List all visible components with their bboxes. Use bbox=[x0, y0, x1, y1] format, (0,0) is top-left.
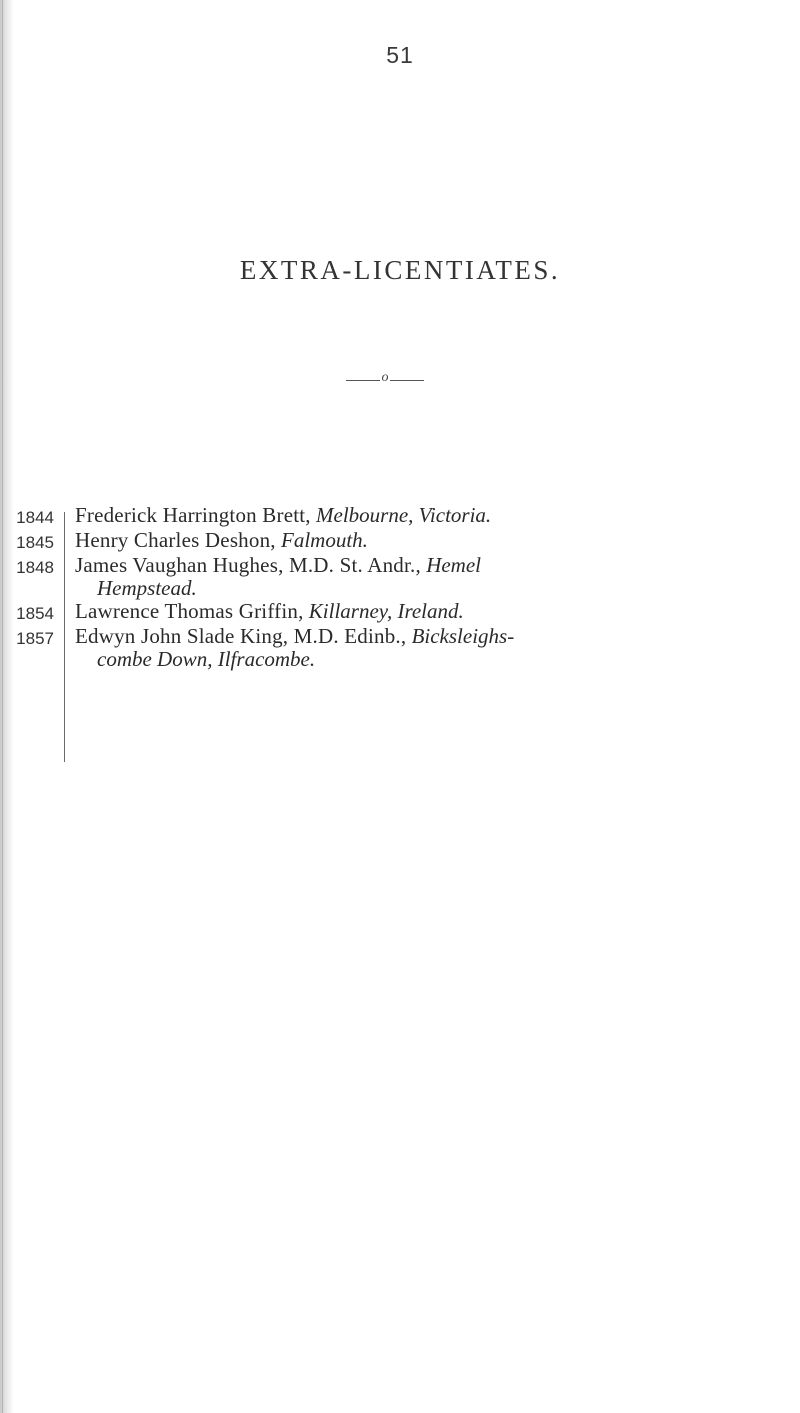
list-item bbox=[0, 504, 800, 529]
list-item bbox=[0, 529, 800, 554]
entry-text bbox=[75, 529, 755, 552]
ornament-rule-left bbox=[346, 380, 380, 381]
list-item bbox=[0, 600, 800, 625]
entry-place-continuation: combe Down, Ilfracombe. bbox=[97, 647, 316, 671]
entry-year: 1857 bbox=[16, 629, 54, 648]
list-item bbox=[0, 625, 800, 671]
list-item bbox=[0, 554, 800, 600]
entry-name: Lawrence Thomas Griffin, bbox=[75, 599, 304, 623]
page-gutter-edge bbox=[2, 0, 3, 1413]
entry-year: 1845 bbox=[16, 533, 54, 552]
entry-year: 1844 bbox=[16, 508, 54, 527]
entry-place: Falmouth. bbox=[281, 528, 368, 552]
heading-ornament bbox=[346, 372, 426, 388]
entry-year: 1848 bbox=[16, 558, 54, 577]
entry-place: Killarney, Ireland. bbox=[308, 599, 464, 623]
entry-place-continuation: Hempstead. bbox=[97, 576, 197, 600]
entry-name: Edwyn John Slade King, M.D. Edinb., bbox=[75, 624, 407, 648]
entry-place: Bicksleighs- bbox=[411, 624, 515, 648]
entry-name: Frederick Harrington Brett, bbox=[75, 503, 311, 527]
entry-text bbox=[75, 504, 755, 527]
entry-name: James Vaughan Hughes, M.D. St. Andr., bbox=[75, 553, 421, 577]
entry-place: Hemel bbox=[426, 553, 481, 577]
entry-year: 1854 bbox=[16, 604, 54, 623]
ornament-rule-right bbox=[390, 380, 424, 381]
entry-name: Henry Charles Deshon, bbox=[75, 528, 276, 552]
entry-text bbox=[75, 554, 755, 600]
entry-text bbox=[75, 625, 755, 671]
entry-text bbox=[75, 600, 755, 623]
entry-place: Melbourne, Victoria. bbox=[316, 503, 492, 527]
licentiate-list bbox=[0, 504, 800, 671]
section-heading: EXTRA-LICENTIATES. bbox=[239, 255, 561, 285]
ornament-mark: o bbox=[381, 370, 389, 385]
page-number: 51 bbox=[386, 42, 414, 68]
